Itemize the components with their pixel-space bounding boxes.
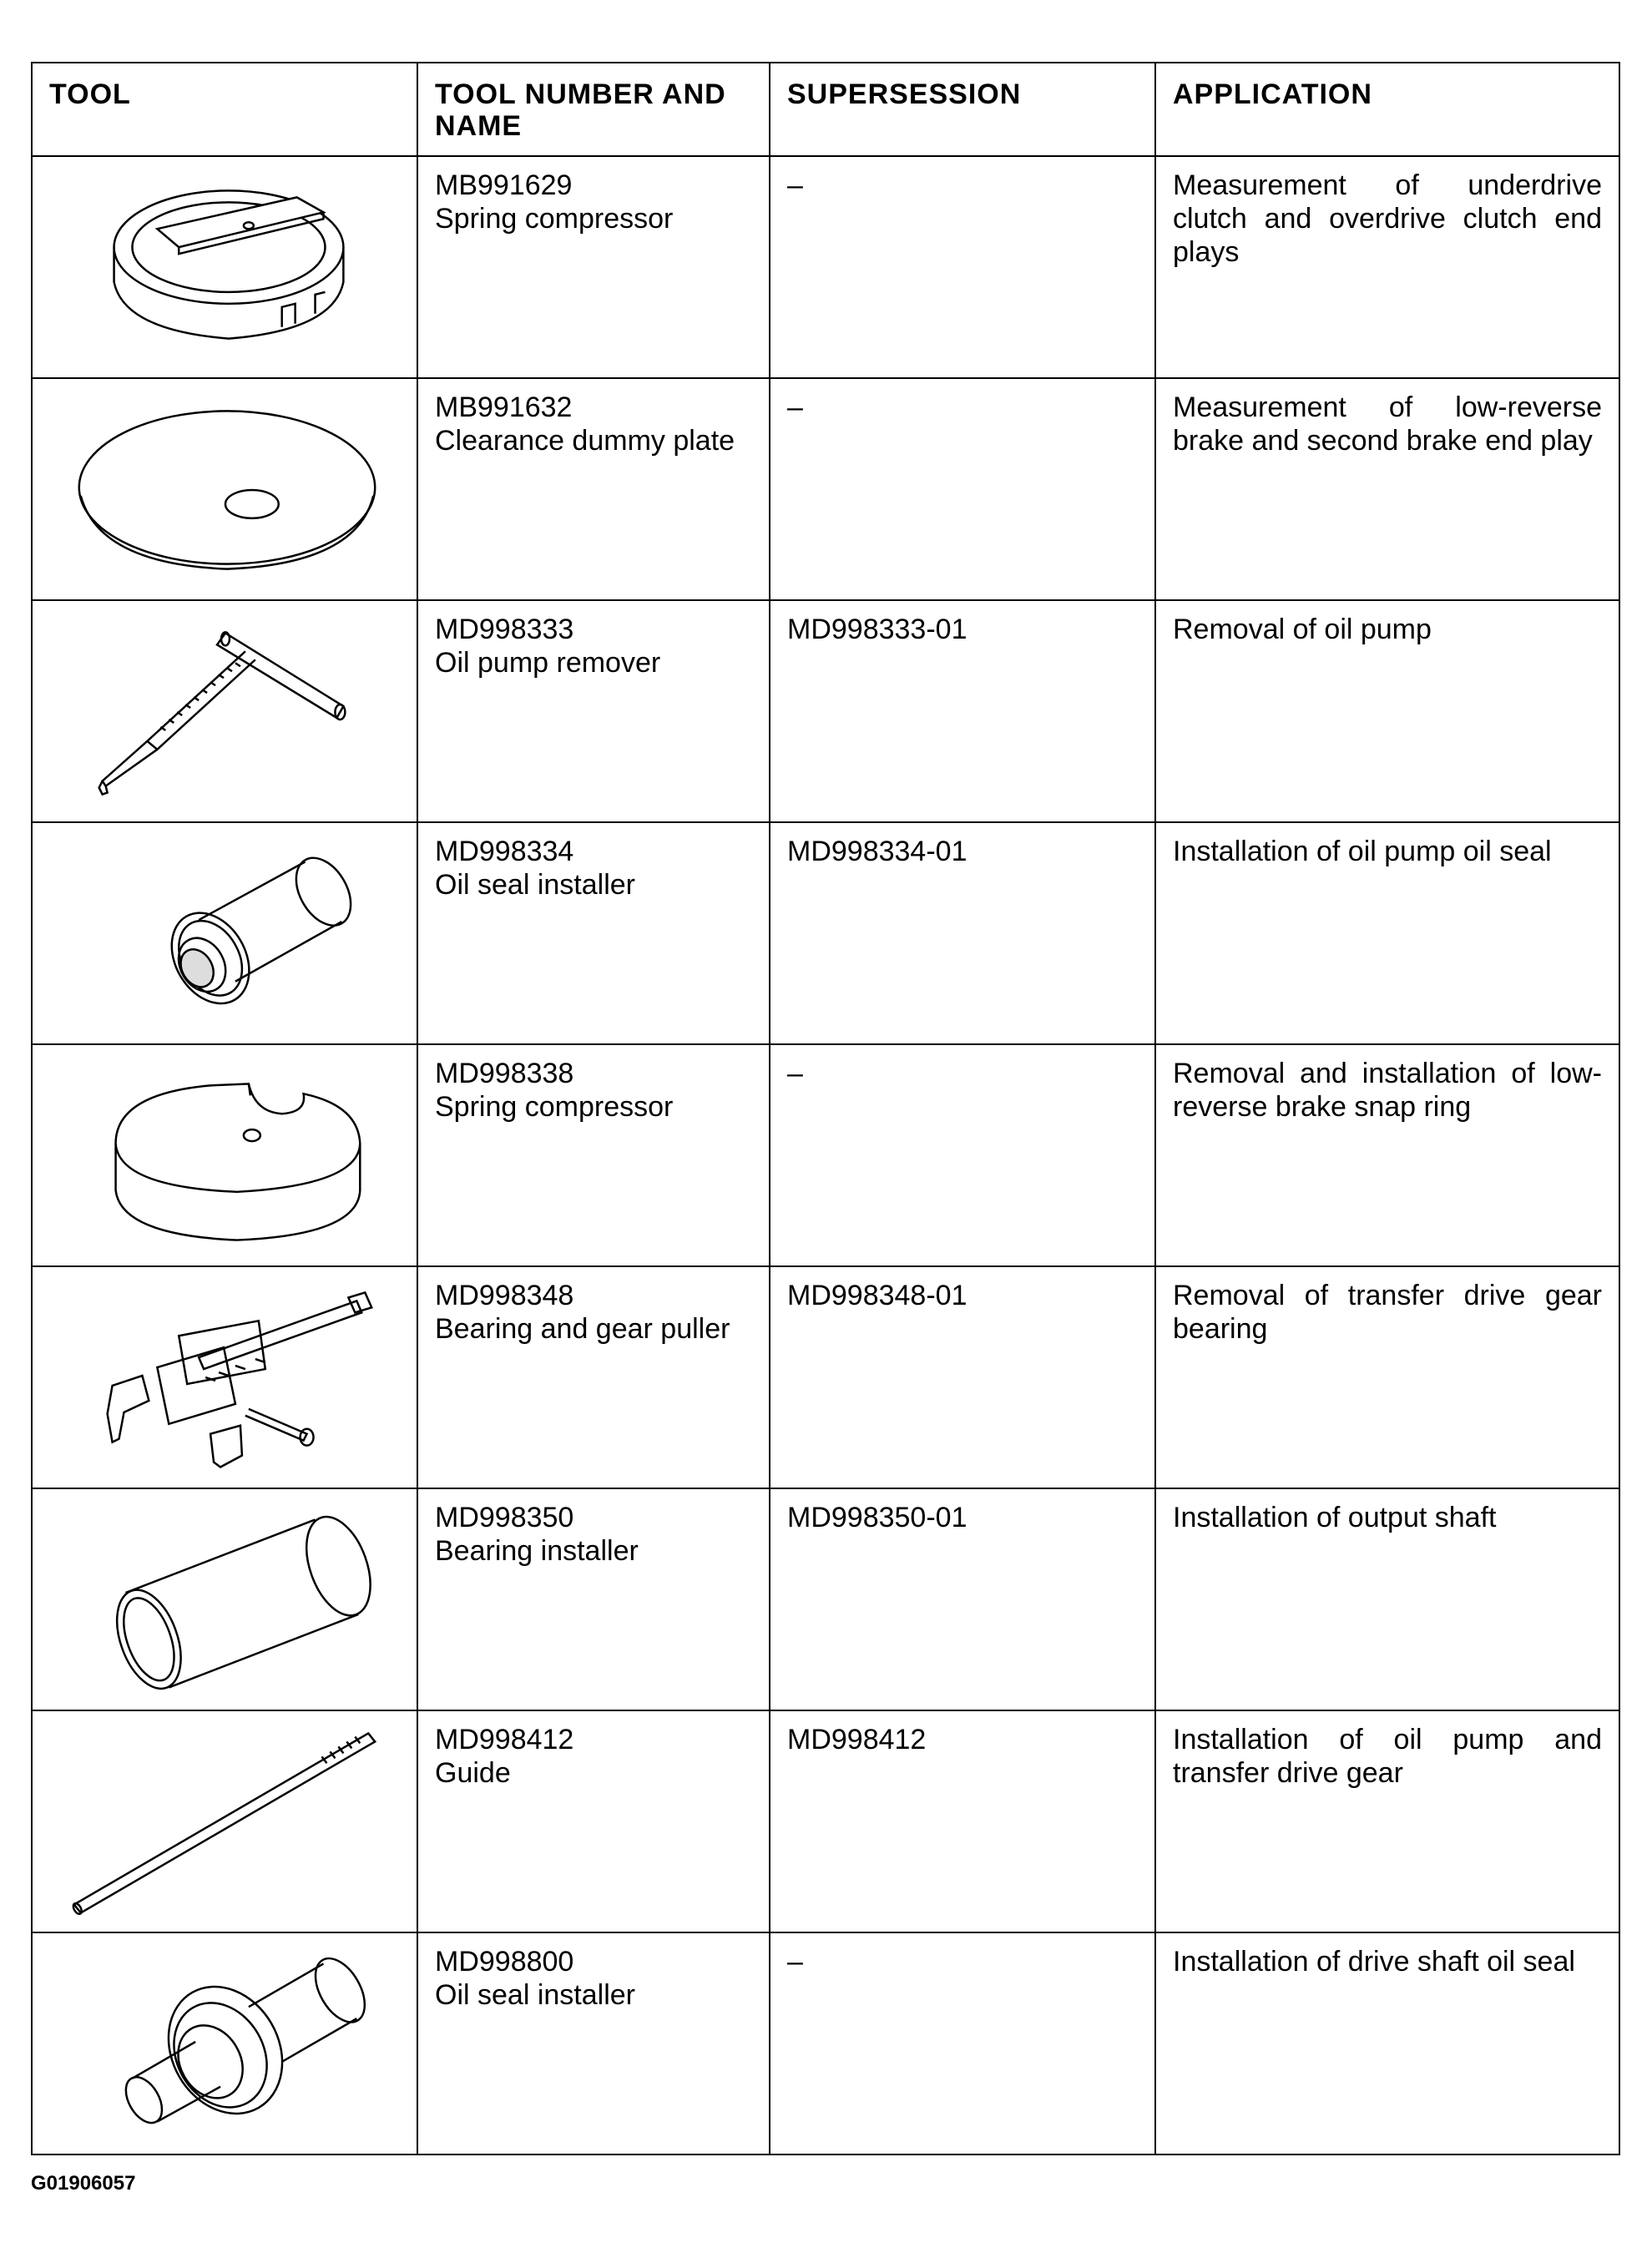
gear-puller-icon	[33, 1267, 417, 1488]
tool-name: Spring compressor	[435, 1091, 674, 1123]
tool-image-cell	[32, 378, 417, 600]
table-row	[32, 1488, 1619, 1710]
tool-image-cell	[32, 1710, 417, 1932]
tool-number: MD998350	[435, 1502, 574, 1533]
tool-image-cell	[32, 1932, 417, 2154]
tool-name: Clearance dummy plate	[435, 425, 735, 457]
table-row	[32, 1044, 1619, 1266]
tool-name: Oil seal installer	[435, 1979, 635, 2011]
tool-name: Bearing and gear puller	[435, 1313, 730, 1345]
tool-number-name-cell	[417, 1488, 770, 1710]
tool-name: Guide	[435, 1757, 511, 1789]
table-row	[32, 378, 1619, 600]
tool-number: MD998348	[435, 1280, 574, 1311]
tool-number-name-cell	[417, 822, 770, 1044]
supersession-cell: MD998348-01	[770, 1266, 1155, 1488]
header-application: APPLICATION	[1155, 63, 1619, 156]
figure-id: G01906057	[31, 2172, 136, 2195]
tool-number-name-cell	[417, 1932, 770, 2154]
supersession-cell: –	[770, 378, 1155, 600]
tool-image-cell	[32, 156, 417, 378]
tool-number: MD998800	[435, 1946, 574, 1978]
tool-image-cell	[32, 1044, 417, 1266]
supersession-cell: MD998334-01	[770, 822, 1155, 1044]
tool-name: Oil seal installer	[435, 869, 635, 901]
tool-number: MD998412	[435, 1724, 574, 1755]
supersession-cell: MD998412	[770, 1710, 1155, 1932]
application-cell: Measurement of underdrive clutch and overdrive clutch end plays	[1155, 156, 1619, 378]
tool-number: MB991632	[435, 391, 573, 423]
tool-number-name-cell	[417, 1266, 770, 1488]
table-row	[32, 156, 1619, 378]
dummy-plate-icon	[33, 379, 417, 599]
tool-image-cell	[32, 1266, 417, 1488]
tool-image-cell	[32, 1488, 417, 1710]
table-row	[32, 600, 1619, 822]
application-cell: Installation of drive shaft oil seal	[1155, 1932, 1619, 2154]
tool-image-cell	[32, 600, 417, 822]
tool-number: MD998333	[435, 614, 574, 645]
table-row	[32, 1710, 1619, 1932]
table-header-row	[32, 63, 1619, 156]
tool-number: MB991629	[435, 169, 573, 201]
guide-rod-icon	[33, 1711, 417, 1932]
tool-number: MD998338	[435, 1058, 574, 1089]
application-cell: Removal and installation of low-reverse brake snap ring	[1155, 1044, 1619, 1266]
t-handle-remover-icon	[33, 601, 417, 821]
tool-name: Spring compressor	[435, 203, 674, 235]
supersession-cell: –	[770, 1932, 1155, 2154]
tool-image-cell	[32, 822, 417, 1044]
tool-number-name-cell	[417, 1044, 770, 1266]
application-cell: Installation of oil pump and transfer drive gear	[1155, 1710, 1619, 1932]
tool-number-name-cell	[417, 1710, 770, 1932]
tool-number-name-cell	[417, 156, 770, 378]
header-supersession: SUPERSESSION	[770, 63, 1155, 156]
supersession-cell: –	[770, 1044, 1155, 1266]
application-cell: Removal of transfer drive gear bearing	[1155, 1266, 1619, 1488]
tool-name: Oil pump remover	[435, 647, 661, 679]
tool-number-name-cell	[417, 378, 770, 600]
application-cell: Installation of output shaft	[1155, 1488, 1619, 1710]
special-tools-table	[31, 62, 1620, 2155]
tube-installer-icon	[33, 1489, 417, 1710]
supersession-cell: MD998350-01	[770, 1488, 1155, 1710]
table-row	[32, 822, 1619, 1044]
drive-shaft-seal-installer-icon	[33, 1933, 417, 2154]
table-row	[32, 1266, 1619, 1488]
notched-compressor-icon	[33, 1045, 417, 1265]
tool-name: Bearing installer	[435, 1535, 639, 1567]
header-number-name: TOOL NUMBER AND NAME	[417, 63, 770, 156]
application-cell: Removal of oil pump	[1155, 600, 1619, 822]
header-tool: TOOL	[32, 63, 417, 156]
application-cell: Measurement of low-reverse brake and second brake end play	[1155, 378, 1619, 600]
tool-number: MD998334	[435, 836, 574, 867]
tool-number-name-cell	[417, 600, 770, 822]
supersession-cell: MD998333-01	[770, 600, 1155, 822]
spring-compressor-ring-icon	[33, 157, 417, 377]
seal-installer-icon	[33, 823, 417, 1043]
application-cell: Installation of oil pump oil seal	[1155, 822, 1619, 1044]
supersession-cell: –	[770, 156, 1155, 378]
table-row	[32, 1932, 1619, 2154]
